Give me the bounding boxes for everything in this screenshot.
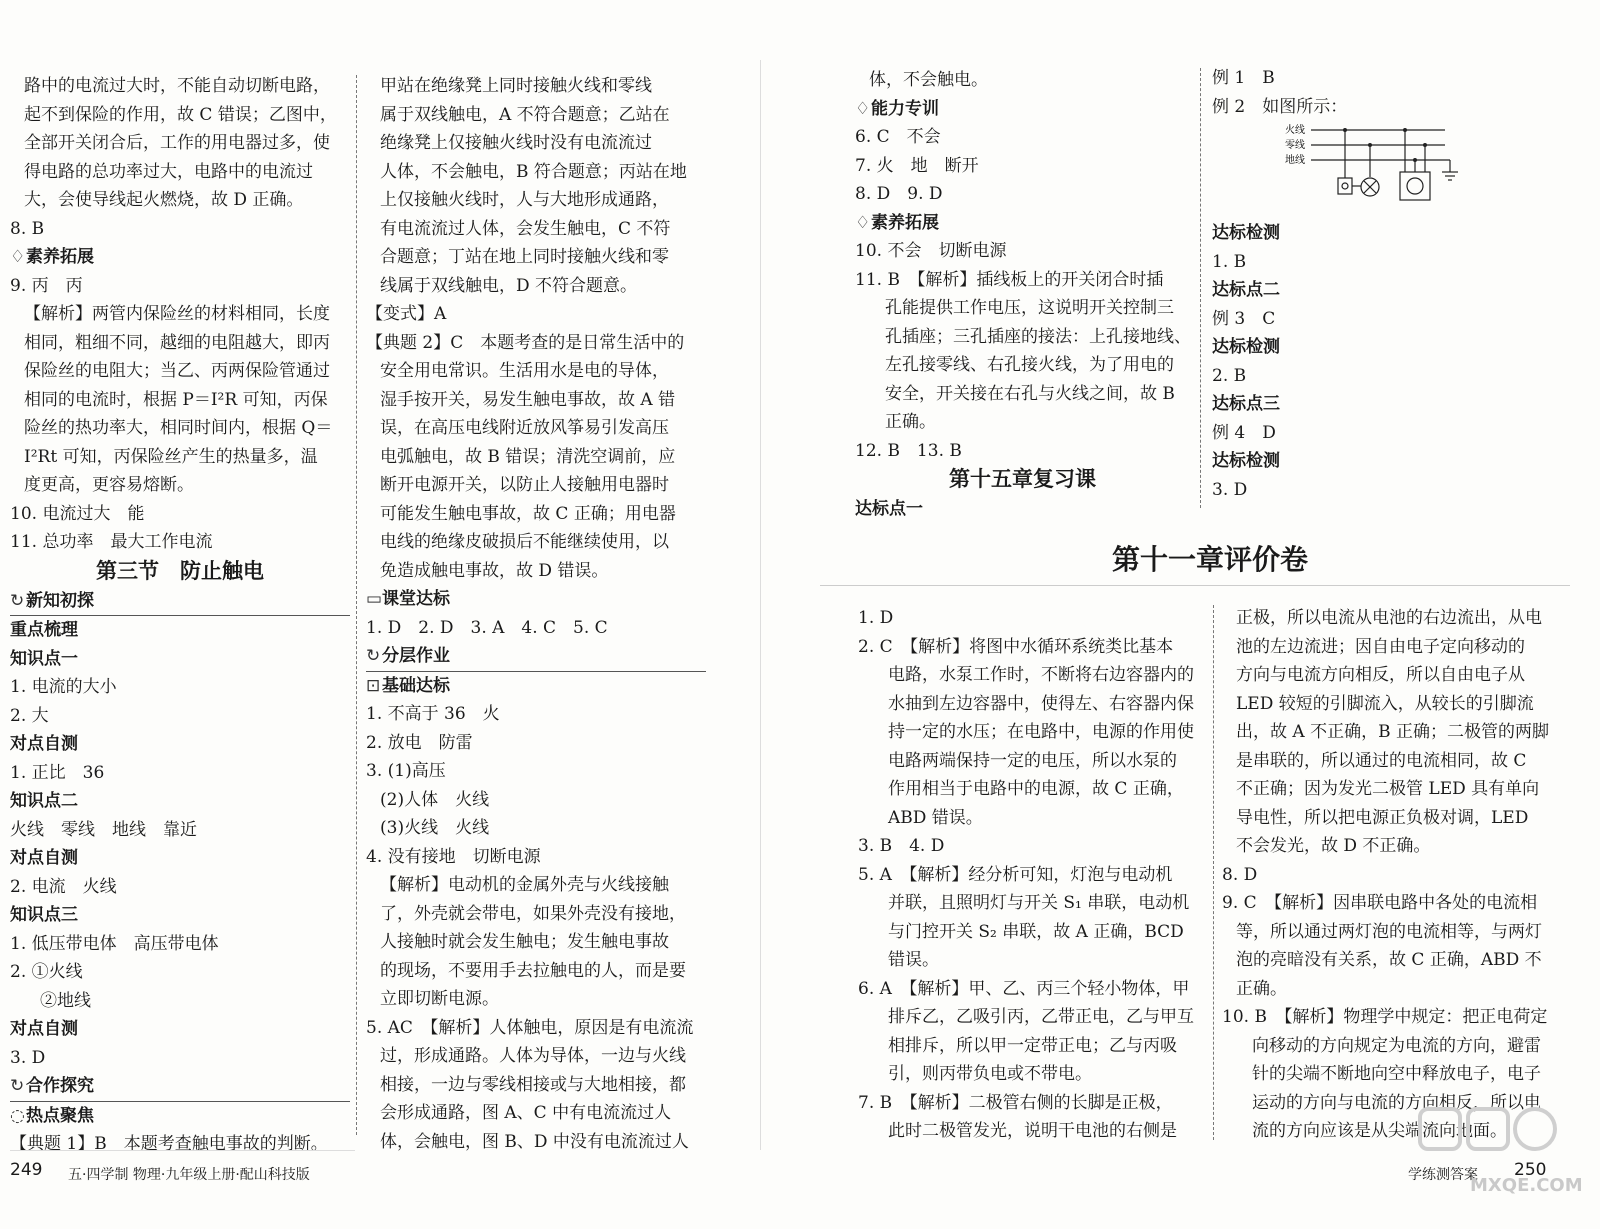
circuit-diagram (1285, 122, 1475, 217)
section-title: 第三节 防止触电 (96, 558, 264, 583)
section-label: 达标检测 (1212, 223, 1280, 243)
answer-line: 例 1 B (1212, 68, 1275, 88)
text-line: 电弧触电，故 B 错误；清洗空调前，应 (380, 446, 676, 467)
text-line: 等，所以通过两灯泡的电流相等，与两灯 (1236, 921, 1542, 942)
text-line: 电线的绝缘皮破损后不能继续使用，以 (380, 532, 669, 552)
column-6 (1222, 604, 1582, 1146)
section-label: ♢素养拓展 (10, 243, 350, 272)
section-label: 知识点一 (10, 648, 78, 669)
text-line: 【典题 1】B 本题考查触电事故的判断。 (10, 1134, 328, 1154)
section-label: 达标检测 (1212, 451, 1280, 471)
column-divider (356, 75, 357, 1135)
neutral-wire-label: 零线 (1285, 140, 1305, 151)
text-line: 路中的电流过大时，不能自动切断电路， (24, 76, 330, 96)
text-line: 是串联的，所以通过的电流相同，故 C (1236, 750, 1527, 771)
column-5 (858, 604, 1203, 1146)
left-page-number: 249 (10, 1160, 43, 1180)
text-line: 此时二极管发光，说明干电池的右侧是 (888, 1121, 1177, 1141)
text-line: 线属于双线触电，D 不符合题意。 (380, 275, 638, 296)
section-label: ▭课堂达标 (366, 585, 706, 614)
swirl-icon: ↻ (10, 590, 25, 611)
text-line: 度更高，更容易熔断。 (24, 475, 194, 495)
text-line: 不正确；因为发光二极管 LED 具有单向 (1236, 779, 1540, 799)
text-line: 绝缘凳上仅接触火线时没有电流流过 (380, 133, 652, 153)
text-line: 过，形成通路。人体为导体，一边与火线 (380, 1046, 686, 1066)
answer-line: 1. D 2. D 3. A 4. C 5. C (366, 617, 608, 638)
text-line: I²Rt 可知，丙保险丝产生的热量多，温 (24, 446, 318, 467)
right-page-number: 250 (1514, 1160, 1547, 1180)
column-divider (1200, 68, 1201, 508)
section-label: 达标点一 (855, 499, 923, 519)
text-line: 正确。 (885, 412, 936, 432)
answer-line: 3. B 4. D (858, 836, 945, 856)
answer-line: 2. 大 (10, 705, 49, 726)
section-label: ◌热点聚焦 (10, 1102, 350, 1131)
answer-line: (2)人体 火线 (380, 789, 490, 810)
book-icon: ▭ (366, 589, 383, 609)
text-line: 人体，不会触电，B 符合题意；丙站在地 (380, 161, 687, 182)
ground-wire-label: 地线 (1285, 155, 1305, 166)
section-header: ↻ 新知初探 (10, 587, 350, 617)
answer-line: 10. 电流过大 能 (10, 503, 145, 524)
text-line: 9. C 【解析】因串联电路中各处的电流相 (1222, 893, 1538, 913)
text-line: 相同的电流时，根据 P＝I²R 可知，丙保 (24, 389, 328, 410)
text-line: LED 较短的引脚流入，从较长的引脚流 (1236, 693, 1534, 714)
section-label: 对点自测 (10, 1019, 78, 1039)
text-line: 相同，粗细不同，越细的电阻越大，即丙 (24, 332, 330, 353)
text-line: 相排斥，所以甲一定带正电；乙与丙吸 (888, 1035, 1177, 1056)
answer-line: 4. 没有接地 切断电源 (366, 846, 541, 867)
section-label: 知识点二 (10, 791, 78, 811)
answer-line: 火线 零线 地线 靠近 (10, 819, 197, 840)
text-line: 方向与电流方向相反，所以自由电子从 (1236, 665, 1525, 685)
text-line: 人接触时就会发生触电；发生触电事故 (380, 932, 669, 952)
text-line: 【解析】电动机的金属外壳与火线接触 (380, 875, 669, 895)
text-line: 相接，一边与零线相接或与大地相接，都 (380, 1074, 686, 1095)
column-1 (10, 72, 350, 1159)
section-label: 重点梳理 (10, 620, 78, 640)
text-line: 并联，且照明灯与开关 S₁ 串联，电动机 (888, 893, 1190, 913)
text-line: 导电性，所以把电源正负极对调，LED (1236, 807, 1529, 828)
text-line: 误，在高压电线附近放风筝易引发高压 (380, 418, 669, 438)
answer-line: ②地线 (40, 990, 91, 1011)
text-line: 上仅接触火线时，人与大地形成通路， (380, 190, 669, 210)
answer-line: 2. ①火线 (10, 962, 83, 982)
live-wire-label: 火线 (1285, 125, 1305, 136)
answer-line: 1. 低压带电体 高压带电体 (10, 933, 219, 954)
text-line: 持一定的水压；在电路中，电源的作用使 (888, 722, 1194, 742)
bulb-icon: ♢ (855, 212, 871, 233)
text-line: 错误。 (888, 950, 939, 970)
text-line: 左孔接零线、右孔接火线，为了用电的 (885, 355, 1174, 375)
text-line: 可能发生触电事故，故 C 正确；用电器 (380, 503, 676, 524)
text-line: 甲站在绝缘凳上同时接触火线和零线 (380, 76, 652, 96)
text-line: 会形成通路，图 A、C 中有电流流过人 (380, 1103, 672, 1123)
watermark-logo (1410, 1105, 1585, 1210)
right-footer-text: 学练测答案 (1408, 1167, 1478, 1183)
answer-line: 8. D (1222, 864, 1258, 885)
section-label: 知识点三 (10, 905, 78, 925)
text-line: 【解析】两管内保险丝的材料相同，长度 (24, 304, 330, 324)
text-line: 起不到保险的作用，故 C 错误；乙图中， (24, 104, 337, 125)
answer-line: 1. 电流的大小 (10, 677, 117, 697)
answer-line: 11. 总功率 最大工作电流 (10, 532, 213, 552)
text-line: 孔能提供工作电压，这说明开关控制三 (885, 298, 1174, 318)
spine-divider (760, 60, 761, 1150)
text-line: 得电路的总功率过大，电路中的电流过 (24, 161, 313, 182)
text-line: 电路，水泵工作时，不断将右边容器内的 (888, 665, 1194, 685)
text-line: 立即切断电源。 (380, 989, 499, 1009)
text-line: 7. B 【解析】二极管右侧的长脚是正极， (858, 1092, 1173, 1113)
answer-line: 3. (1)高压 (366, 761, 446, 781)
text-line: 11. B 【解析】插线板上的开关闭合时插 (855, 269, 1164, 290)
bulb-icon: ♢ (10, 247, 26, 267)
chapter-review-title: 第十五章复习课 (949, 467, 1096, 491)
text-line: 引，则丙带负电或不带电。 (888, 1064, 1092, 1084)
text-line: 大，会使导线起火燃烧，故 D 正确。 (24, 190, 304, 210)
watermark-emblem-icon (1410, 1105, 1560, 1165)
text-line: 的现场，不要用手去拉触电的人，而是要 (380, 960, 686, 981)
swirl-icon: ↻ (10, 1076, 25, 1096)
answer-line: 10. 不会 切断电源 (855, 241, 1007, 261)
answer-line: 2. 电流 火线 (10, 876, 117, 897)
answer-line: 【变式】A (366, 304, 447, 324)
bulb-icon: ♢ (855, 98, 871, 119)
text-line: 针的尖端不断地向空中释放电子，电子 (1252, 1064, 1541, 1084)
answer-line: 例 2 如图所示： (1212, 96, 1348, 117)
watermark-text: MXQE.COM (1470, 1175, 1583, 1196)
text-line: 【典题 2】C 本题考查的是日常生活中的 (366, 332, 685, 353)
answer-line: 9. 丙 丙 (10, 275, 83, 296)
text-line: 10. B 【解析】物理学中规定：把正电荷定 (1222, 1007, 1548, 1027)
answer-line: 6. C 不会 (855, 127, 941, 147)
answer-line: 例 4 D (1212, 422, 1276, 443)
answer-line: 2. B (1212, 365, 1247, 386)
text-line: 流的方向应该是从尖端流向地面。 (1252, 1121, 1507, 1141)
text-line: 电路两端保持一定的电压，所以水泵的 (888, 750, 1177, 771)
text-line: 免造成触电事故，故 D 错误。 (380, 560, 609, 581)
answer-line: 1. 正比 36 (10, 762, 105, 783)
answer-line: 3. D (1212, 479, 1248, 500)
answer-line: 8. D 9. D (855, 184, 943, 204)
text-line: 正确。 (1236, 978, 1287, 999)
text-line: 水抽到左边容器中，使得左、右容器内保 (888, 693, 1194, 714)
text-line: 孔插座；三孔插座的接法：上孔接地线、 (885, 326, 1191, 347)
column-divider (1213, 605, 1214, 1140)
text-line: 险丝的热功率大，相同时间内，根据 Q＝ (24, 418, 333, 438)
section-label: 对点自测 (10, 848, 78, 868)
text-line: 2. C 【解析】将图中水循环系统类比基本 (858, 636, 1174, 657)
section-label: 达标点三 (1212, 394, 1280, 414)
text-line: 了，外壳就会带电，如果外壳没有接地， (380, 903, 686, 924)
section-label: ♢能力专训 (855, 95, 1190, 124)
section-label: ♢素养拓展 (855, 209, 1190, 238)
column-3 (855, 66, 1190, 524)
text-line: ABD 错误。 (888, 807, 983, 828)
answer-line: 2. 放电 防雷 (366, 732, 473, 753)
text-line: 不会发光，故 D 不正确。 (1236, 836, 1431, 856)
section-label: ⊡ 基础达标 (366, 672, 706, 701)
text-line: 体，不会触电。 (869, 70, 988, 90)
text-line: 有电流流过人体，会发生触电，C 不符 (380, 218, 671, 239)
text-line: 池的左边流进；因自由电子定向移动的 (1236, 636, 1525, 657)
answer-line: 例 3 C (1212, 308, 1276, 329)
test-paper-title: 第十一章评价卷 (1111, 543, 1308, 576)
focus-icon: ◌ (10, 1105, 25, 1126)
footer-rule-left (10, 1150, 355, 1151)
left-footer-text: 五·四学制 物理·九年级上册·配山科技版 (68, 1167, 310, 1183)
section-header: ↻ 分层作业 (366, 642, 706, 672)
text-line: 安全用电常识。生活用水是电的导体， (380, 361, 669, 381)
text-line: 湿手按开关，易发生触电事故，故 A 错 (380, 389, 676, 410)
answer-line: 12. B 13. B (855, 440, 962, 461)
column-2 (366, 72, 706, 1156)
section-label: 达标点二 (1212, 280, 1280, 300)
text-line: 与门控开关 S₂ 串联，故 A 正确，BCD (888, 921, 1184, 942)
swirl-icon: ↻ (366, 646, 381, 666)
section-label: 对点自测 (10, 734, 78, 754)
text-line: 断开电源开关，以防止人接触用电器时 (380, 475, 669, 495)
section-label: 达标检测 (1212, 337, 1280, 357)
text-line: 作用相当于电路中的电源，故 C 正确， (888, 779, 1184, 799)
answer-line: 7. 火 地 断开 (855, 155, 979, 176)
lock-icon: ⊡ (366, 675, 381, 696)
text-line: 正极，所以电流从电池的右边流出，从电 (1236, 608, 1542, 628)
switch-symbol (1338, 178, 1352, 194)
answer-line: (3)火线 火线 (380, 818, 490, 838)
text-line: 安全，开关接在右孔与火线之间，故 B (885, 383, 1175, 404)
text-line: 泡的亮暗没有关系，故 C 正确，ABD 不 (1236, 950, 1542, 970)
answer-line: 8. B (10, 218, 45, 239)
text-line: 出，故 A 不正确，B 正确；二极管的两脚 (1236, 722, 1549, 742)
title-rule (820, 585, 1570, 586)
text-line: 合题意；丁站在地上同时接触火线和零 (380, 247, 669, 267)
answer-line: 3. D (10, 1047, 46, 1068)
text-line: 体，会触电，图 B、D 中没有电流流过人 (380, 1131, 689, 1152)
text-line: 全部开关闭合后，工作的用电器过多，使 (24, 133, 330, 153)
text-line: 运动的方向与电流的方向相反，所以电 (1252, 1092, 1541, 1113)
text-line: 5. AC 【解析】人体触电，原因是有电流流 (366, 1017, 694, 1038)
text-line: 5. A 【解析】经分析可知，灯泡与电动机 (858, 864, 1173, 885)
section-header: ↻ 合作探究 (10, 1072, 350, 1102)
answer-line: 1. 不高于 36 火 (366, 704, 500, 724)
answer-line: 1. D (858, 608, 894, 628)
text-line: 保险丝的电阻大；当乙、丙两保险管通过 (24, 361, 330, 381)
text-line: 向移动的方向规定为电流的方向，避雷 (1252, 1035, 1541, 1056)
text-line: 6. A 【解析】甲、乙、丙三个轻小物体，甲 (858, 978, 1190, 999)
text-line: 排斥乙，乙吸引丙，乙带正电，乙与甲互 (888, 1007, 1194, 1027)
socket-symbol (1400, 172, 1430, 200)
text-line: 属于双线触电，A 不符合题意；乙站在 (380, 104, 670, 125)
answer-line: 1. B (1212, 251, 1247, 272)
